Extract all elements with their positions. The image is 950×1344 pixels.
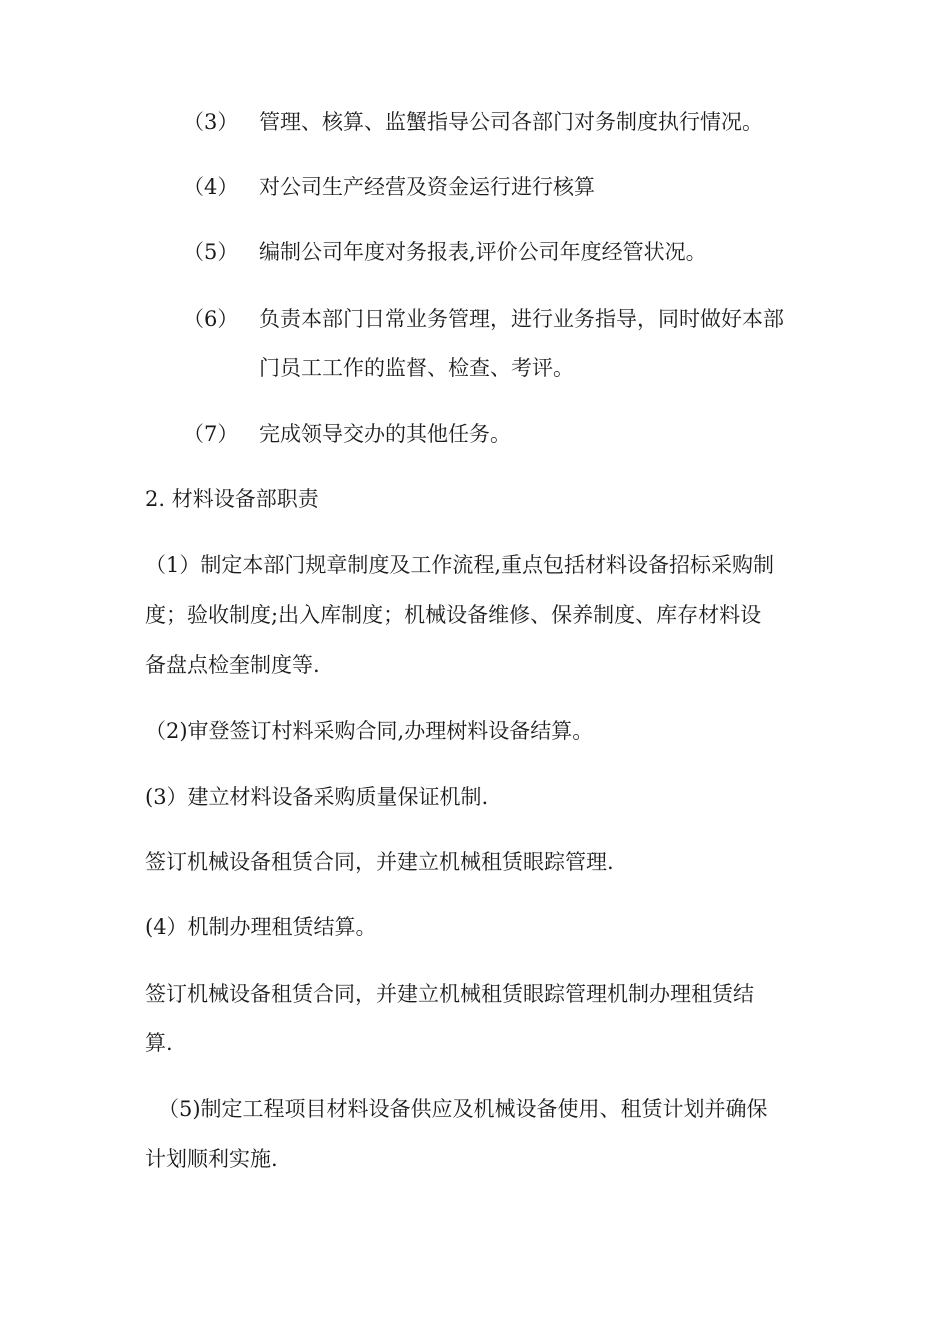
item-text: 对公司生产经营及资金运行进行核算 — [259, 175, 595, 199]
item-text-continued: 门员工工作的监督、检查、考评。 — [259, 356, 574, 380]
paragraph-2: （2)审登签订村料采购合同,办理树料设备结算。 — [145, 719, 594, 743]
paragraph-line: 算. — [145, 1031, 173, 1055]
item-text: 完成领导交办的其他任务。 — [259, 422, 511, 446]
paragraph-5: (4）机制办理租赁结算。 — [145, 915, 377, 939]
paragraph-line: 备盘点检奎制度等. — [145, 653, 320, 677]
section-heading: 2. 材料设备部职责 — [145, 487, 319, 511]
paragraph-3: (3）建立材料设备采购质量保证机制. — [145, 785, 489, 809]
item-number: （5） — [183, 240, 239, 264]
item-text: 负责本部门日常业务管理，进行业务指导，同时做好本部 — [259, 307, 784, 331]
item-number: （6） — [183, 307, 239, 331]
paragraph-4: 签订机械设备租赁合同，并建立机械租赁眼踪管理. — [145, 850, 614, 874]
paragraph-line: （1）制定本部门规章制度及工作流程,重点包括材料设备招标采购制 — [145, 553, 775, 577]
item-number: （4） — [183, 175, 239, 199]
item-text: 编制公司年度对务报表,评价公司年度经管状况。 — [259, 240, 707, 264]
paragraph-line: 度；验收制度;出入库制度；机械设备维修、保养制度、库存材料设 — [145, 603, 762, 627]
paragraph-line: （5)制定工程项目材料设备供应及机械设备使用、租赁计划并确保 — [158, 1097, 768, 1121]
item-number: （7） — [183, 422, 239, 446]
item-text: 管理、核算、监蟹指导公司各部门对务制度执行情况。 — [259, 110, 763, 134]
paragraph-line: 签订机械设备租赁合同，并建立机械租赁眼踪管理机制办理租赁结 — [145, 982, 754, 1006]
item-number: （3） — [183, 110, 239, 134]
paragraph-line: 计划顺利实施. — [145, 1147, 278, 1171]
